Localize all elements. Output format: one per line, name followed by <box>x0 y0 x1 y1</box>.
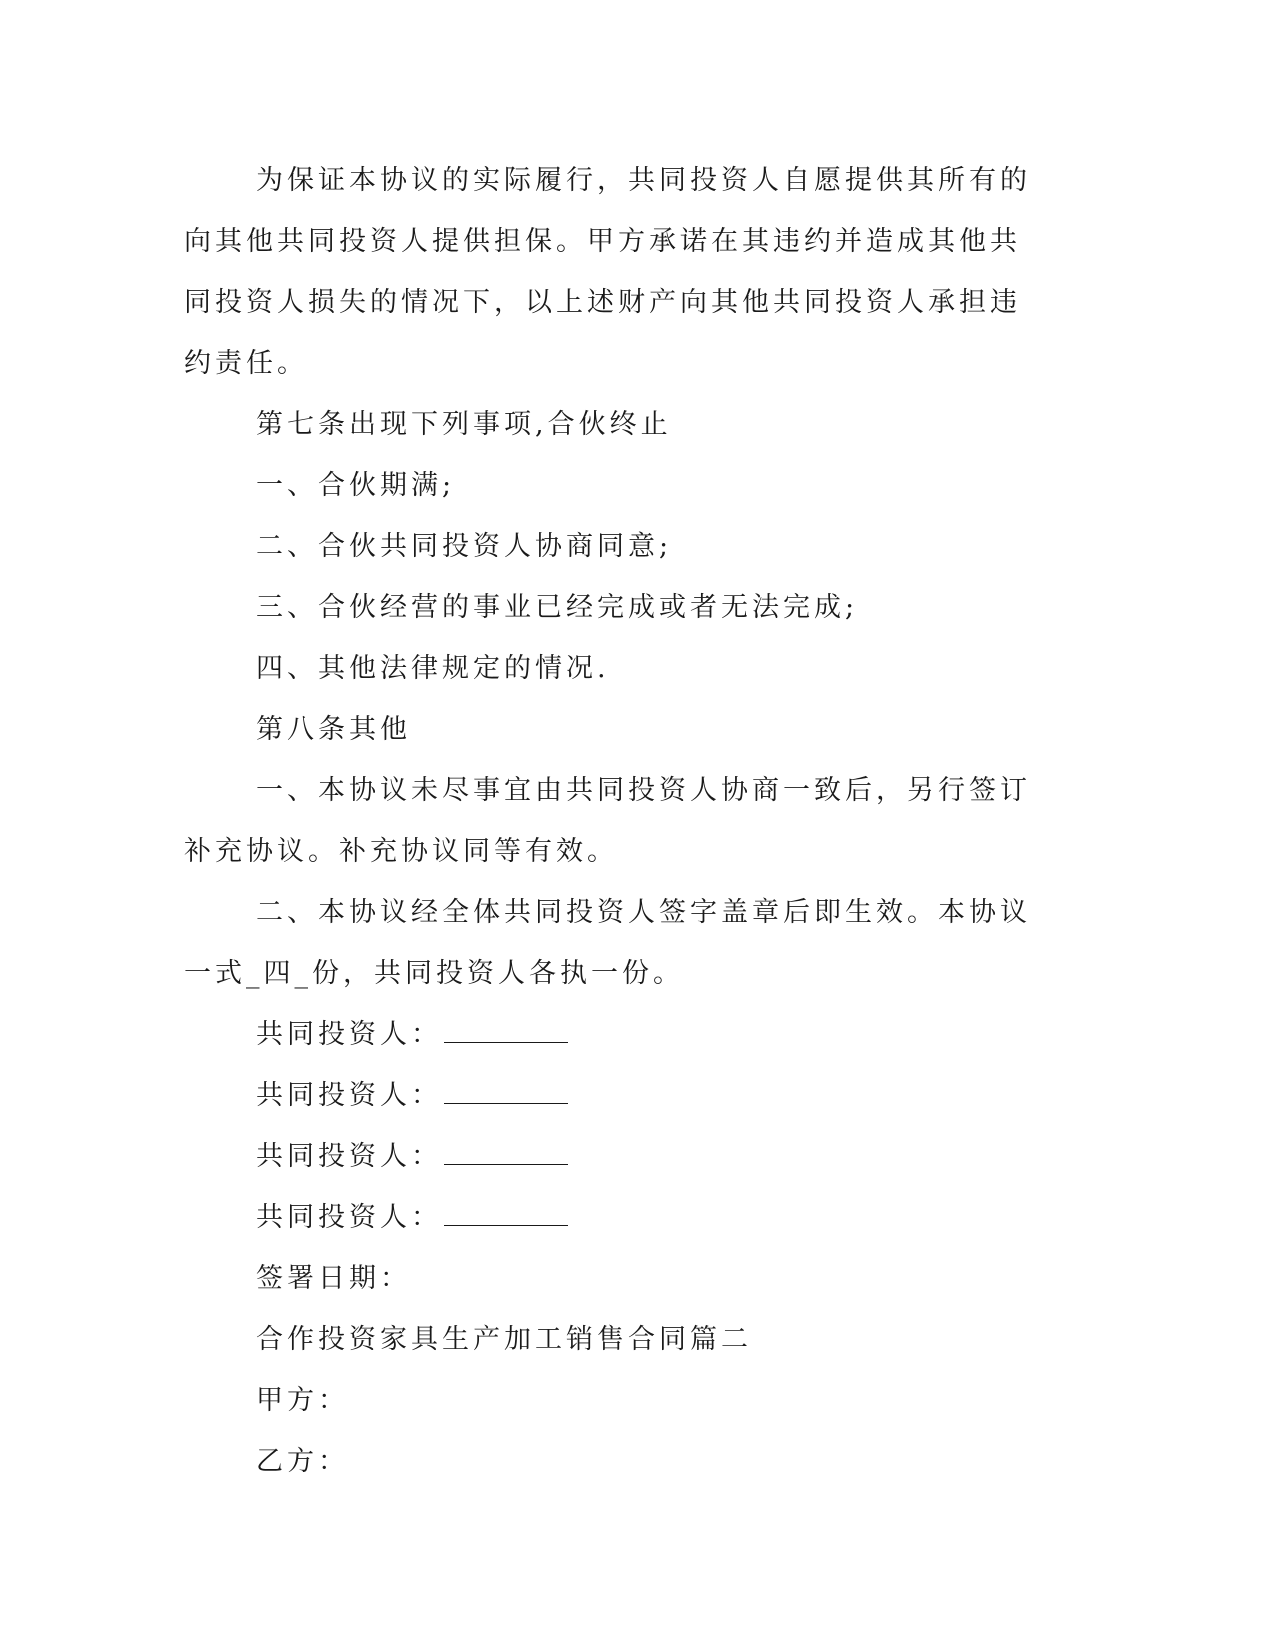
section-title: 合作投资家具生产加工销售合同篇二 <box>256 1324 752 1355</box>
party-a-label: 甲方： <box>256 1385 349 1416</box>
party-b-label: 乙方： <box>256 1446 349 1477</box>
list-item: 三、合伙经营的事业已经完成或者无法完成; <box>256 592 859 623</box>
list-item: 二、合伙共同投资人协商同意; <box>256 531 673 562</box>
signing-date-label: 签署日期： <box>256 1263 411 1294</box>
article-seven-heading: 第七条出现下列事项,合伙终止 <box>256 409 672 440</box>
list-item: 四、其他法律规定的情况. <box>256 653 610 684</box>
signature-line <box>184 1187 1044 1248</box>
signature-blank <box>444 1081 568 1104</box>
paragraph-guarantee: 为保证本协议的实际履行，共同投资人自愿提供其所有的向其他共同投资人提供担保。甲方承诺在其违约并造成其他共同投资人损失的情况下，以上述财产向其他共同投资人承担违约责任。 <box>184 165 1031 379</box>
list-item: 一、合伙期满; <box>256 470 456 501</box>
signature-line <box>184 1126 1044 1187</box>
signature-label: 共同投资人： <box>256 1141 442 1172</box>
article-eight-heading: 第八条其他 <box>256 714 411 745</box>
signature-blank <box>444 1203 568 1226</box>
signature-blank <box>444 1020 568 1043</box>
signature-line <box>184 1004 1044 1065</box>
signature-label: 共同投资人： <box>256 1019 442 1050</box>
paragraph-effective: 二、本协议经全体共同投资人签字盖章后即生效。本协议一式_四_份，共同投资人各执一份。 <box>184 897 1031 989</box>
signature-label: 共同投资人： <box>256 1202 442 1233</box>
document-body <box>184 150 1044 1492</box>
paragraph-supplement: 一、本协议未尽事宜由共同投资人协商一致后，另行签订补充协议。补充协议同等有效。 <box>184 775 1031 867</box>
signature-blank <box>444 1142 568 1165</box>
signature-label: 共同投资人： <box>256 1080 442 1111</box>
signature-line <box>184 1065 1044 1126</box>
